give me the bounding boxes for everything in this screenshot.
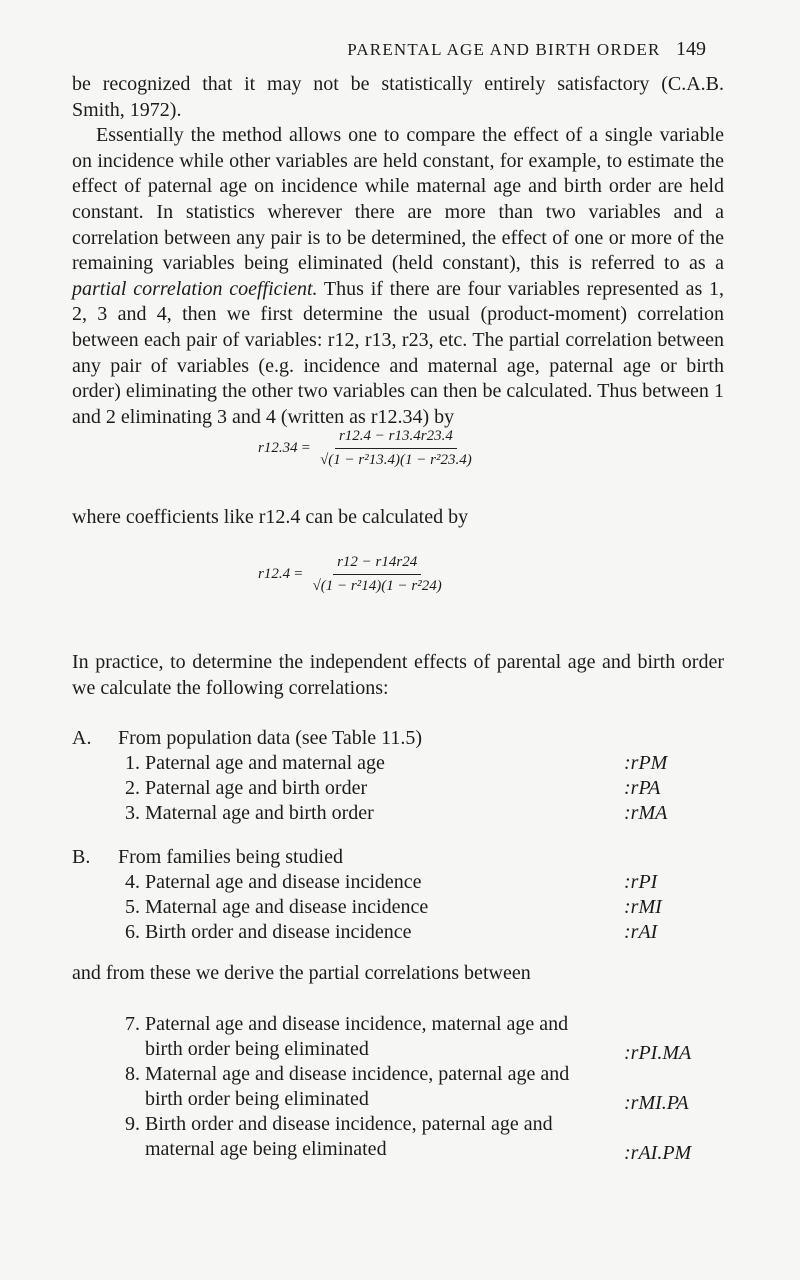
list-item [72, 870, 732, 895]
list-item [72, 801, 732, 826]
item-text: Maternal age and disease incidence [145, 896, 429, 918]
derive-text: and from these we derive the partial correlations between [72, 962, 531, 984]
list-item [72, 1012, 732, 1037]
correlation-symbol: :rPI [624, 871, 658, 893]
correlation-symbol: :rAI [624, 921, 658, 943]
fraction-denominator: √(1 − r²14)(1 − r²24) [312, 578, 442, 594]
correlation-symbol: :rMA [624, 802, 668, 824]
list-item [72, 776, 732, 801]
correlation-symbol: :rPA [624, 777, 661, 799]
fraction-denominator: √(1 − r²13.4)(1 − r²23.4) [320, 452, 472, 468]
item-number: 3. [125, 802, 140, 824]
correlation-symbol: :rPM [624, 752, 668, 774]
equals-sign: = [294, 566, 303, 582]
correlation-symbol: :rAI.PM [624, 1142, 692, 1164]
item-text: Birth order and disease incidence, paternal age and [145, 1113, 553, 1135]
item-text: Maternal age and birth order [145, 802, 374, 824]
partial-correlations-list [72, 1012, 732, 1162]
italic-term: partial correlation coefficient. [72, 277, 318, 300]
item-text: Paternal age and birth order [145, 777, 368, 799]
correlation-symbol: :rMI.PA [624, 1092, 689, 1114]
item-text: birth order being eliminated [145, 1088, 369, 1110]
list-item-continuation [72, 1137, 732, 1162]
page-number: 149 [676, 38, 706, 60]
paragraph-practice: In practice, to determine the independent effects of parental age and birth order we calculate the following correlations: [72, 651, 724, 699]
item-text: Paternal age and maternal age [145, 752, 385, 774]
item-number: 7. [125, 1013, 140, 1035]
fraction-numerator: r12 − r14r24 [333, 554, 421, 575]
equals-sign: = [301, 440, 311, 456]
paragraph-text: Thus if there are four variables represented as 1, 2, 3 and 4, then we first determine the usual (product-moment) correlation between each pair of variables: r12, r13, r23, etc. The partial correlation between any pair of variables (e.g. incidence and maternal age, paternal age or birth order) eliminating the other two variables can then be calculated. Thus between 1 and 2 eliminating 3 and 4 (written as r12.34) by [72, 277, 724, 428]
item-text: birth order being eliminated [145, 1038, 369, 1060]
list-item [72, 920, 732, 945]
where-text: where coefficients like r12.4 can be calculated by [72, 506, 469, 528]
section-title: From families being studied [118, 846, 343, 868]
section-heading [72, 845, 732, 870]
list-item [72, 895, 732, 920]
formula-first-order [258, 554, 442, 595]
section-letter: B. [72, 846, 91, 868]
list-item [72, 751, 732, 776]
section-title: From population data (see Table 11.5) [118, 727, 423, 749]
item-number: 8. [125, 1063, 140, 1085]
item-number: 5. [125, 896, 140, 918]
item-text: maternal age being eliminated [145, 1138, 387, 1160]
paragraph-line: Smith, 1972). [72, 98, 182, 121]
item-text: Birth order and disease incidence [145, 921, 412, 943]
item-text: Paternal age and disease incidence [145, 871, 422, 893]
section-heading [72, 726, 732, 751]
running-header [347, 38, 706, 61]
correlation-symbol: :rMI [624, 896, 662, 918]
item-text: Maternal age and disease incidence, paternal age and [145, 1063, 570, 1085]
paragraph-text: Essentially the method allows one to compare the effect of a single variable on incidence while other variables are held constant, for example, to estimate the effect of paternal age on incidence while maternal age and birth order are held constant. In statistics wherever there are more than two variables and a correlation between any pair is to be determined, the effect of one or more of the remaining variables being eliminated (held constant), this is referred to as a [72, 124, 724, 275]
paragraph-main [72, 123, 724, 430]
formula-partial-correlation [258, 428, 472, 469]
fraction [313, 554, 442, 595]
list-item [72, 1112, 732, 1137]
item-number: 2. [125, 777, 140, 799]
body-text [72, 72, 724, 430]
correlation-symbol: :rPI.MA [624, 1042, 692, 1064]
list-item-continuation [72, 1087, 732, 1112]
section-b [72, 845, 732, 945]
item-number: 4. [125, 871, 140, 893]
chapter-title: PARENTAL AGE AND BIRTH ORDER [347, 40, 661, 59]
item-number: 9. [125, 1113, 140, 1135]
list-item [72, 1062, 732, 1087]
formula-lhs: r12.4 [258, 566, 291, 582]
fraction [320, 428, 472, 469]
paragraph-line: be recognized that it may not be statistically entirely satisfactory (C.A.B. [72, 73, 724, 95]
item-text: Paternal age and disease incidence, maternal age and [145, 1013, 569, 1035]
fraction-numerator: r12.4 − r13.4r23.4 [335, 428, 457, 449]
section-letter: A. [72, 727, 92, 749]
section-a [72, 726, 732, 826]
item-number: 6. [125, 921, 140, 943]
item-number: 1. [125, 752, 140, 774]
formula-lhs: r12.34 [258, 440, 298, 456]
list-item-continuation [72, 1037, 732, 1062]
